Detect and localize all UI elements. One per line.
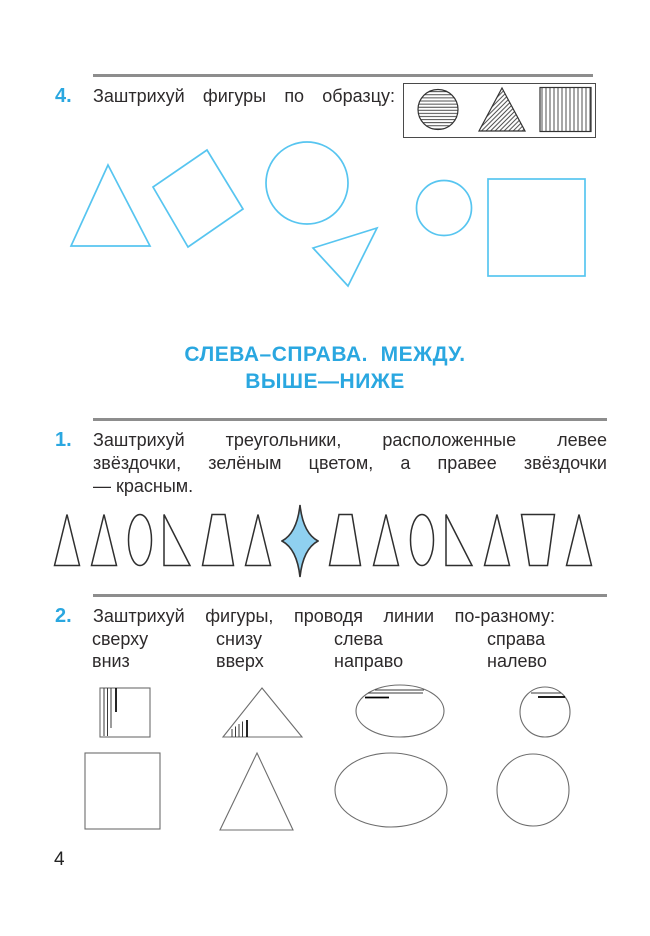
hatched-triangle [479,88,525,131]
trapezoid-shape [328,513,362,567]
outline-rotated-square [153,150,243,247]
outline-triangle [71,165,150,246]
hatched-square [540,88,591,132]
label-line: вверх [216,651,264,671]
page-number: 4 [54,849,65,870]
task4-text: Заштрихуй фигуры по образцу: [93,86,395,106]
hatch-example-box [403,83,596,138]
right-triangle-shape [444,513,474,567]
section-heading-line2: ВЫШЕ—НИЖЕ [245,370,405,393]
sample-triangle [223,688,302,737]
label-line: направо [334,651,404,671]
label-line: снизу [216,629,263,649]
outline-circle [266,142,348,224]
task1-number: 1. [55,429,72,451]
hatched-circle [418,90,458,130]
triangle-shape [53,513,81,567]
triangle-shape [483,513,511,567]
task1-divider [93,418,607,421]
column-label-bottom-up [216,628,264,672]
task1-text-line2: звёздочки, зелёным цветом, а правее звёздочки [93,453,607,473]
task4-practice-shapes [50,135,610,295]
column-label-right-left [487,628,547,672]
label-line: слева [334,629,383,649]
triangle-shape [90,513,118,567]
section-heading-line1: СЛЕВА–СПРАВА. МЕЖДУ. [184,343,466,366]
task4-divider [93,74,593,77]
trapezoid-shape [201,513,235,567]
triangle-shape [244,513,272,567]
outline-square [488,179,585,276]
task2-text: Заштрихуй фигуры, проводя линии по-разному: [93,606,555,626]
label-line: налево [487,651,547,671]
star-shape [281,504,319,578]
oval-shape [127,513,153,567]
task4-number: 4. [55,85,72,107]
outline-small-circle [417,181,472,236]
task1-text-line3: — красным. [93,476,194,496]
oval-shape [409,513,435,567]
triangle-shape [565,513,593,567]
triangle-shape [372,513,400,567]
hatch-example-shapes [404,84,594,136]
blank-oval [335,753,447,827]
outline-small-triangle [313,228,377,286]
column-label-left-right [334,628,403,672]
task2-shapes [60,680,610,840]
sample-circle [520,687,570,737]
label-line: справа [487,629,546,649]
blank-circle [497,754,569,826]
label-line: вниз [92,651,130,671]
label-line: сверху [92,629,149,649]
task1-shape-row [53,503,593,579]
blank-triangle [220,753,293,830]
task2-number: 2. [55,605,72,627]
blank-square [85,753,160,829]
task1-text-line1: Заштрихуй треугольники, расположенные левее [93,430,607,450]
section-heading [0,341,650,395]
inverted-trapezoid-shape [520,513,556,567]
right-triangle-shape [162,513,192,567]
task2-divider [93,594,607,597]
column-label-top-down [92,628,148,672]
